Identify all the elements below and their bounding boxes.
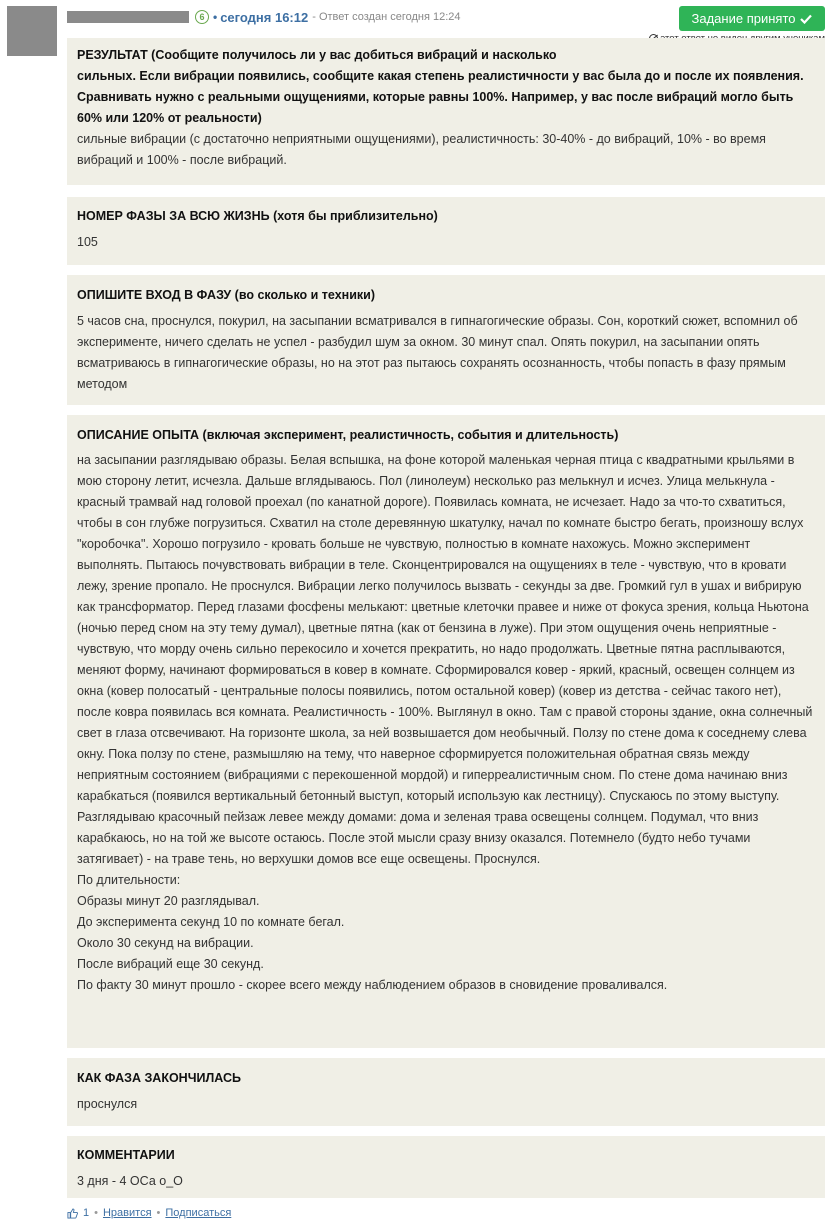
block-title: ОПИСАНИЕ ОПЫТА (включая эксперимент, реалистичность, события и длительность) [77,428,619,442]
answer-block-experience [67,415,825,1048]
answer-block-phase-entry [67,275,825,405]
answer-block-phase-count [67,197,825,265]
like-count: 1 [83,1207,90,1219]
block-body: сильные вибрации (с достаточно неприятными ощущениями), реалистичность: 30-40% - до вибраций, 10% - во время вибраций и 100% - после вибраций. [77,132,766,167]
thumbs-up-icon[interactable] [67,1208,78,1219]
post-footer [67,1207,231,1219]
block-title: НОМЕР ФАЗЫ ЗА ВСЮ ЖИЗНЬ (хотя бы приблизительно) [77,209,438,223]
block-title [77,45,804,129]
like-link[interactable]: Нравится [102,1207,152,1219]
block-body: на засыпании разглядываю образы. Белая вспышка, на фоне которой маленькая черная птица с квадратными крыльями в мою сторону летит, исчезла. Дальше вглядываюсь. Пол (линолеум) несколько раз мелькнул и исчез. Улица мелькнула - красный трамвай над головой проехал (по канатной дороге). Появилась комната, не исчезает. Надо за что-то схватиться, чтобы в сон глубже погрузиться. Схватил на столе деревянную шкатулку, начал по комнате быстро бегать, произношу вслух "коробочка". Хорошо погрузило - кровать больше не чувствую, полностью в комнате нахожусь. Можно эксперимент выполнять. Пытаюсь почувствовать вибрации в теле. Сконцентрировался на ощущениях в теле - чувствую, что в кровати лежу, зрение пропало. Не проснулся. Вибрации легко получилось вызвать - секунды за две. Громкий гул в ушах и вибрирую как трансформатор. Перед глазами фосфены мелькают: цветные клеточки правее и ниже от фокуса зрения, кольца Ньютона (ночью перед сном на эту тему думал), цветные пятна (как от бензина в луже). При этом ощущения очень неприятные - чувствую, что морду очень сильно перекосило и хочется прекратить, но надо продолжать. Цветные пятна расплываются, меняют форму, начинают формироваться в ковер в комнате. Сформировался ковер - яркий, красный, освещен солнцем из окна (ковер полосатый - центральные полосы появились, потом остальной ковер) (ковер из детства - сейчас такого нет), после ковра появилась вся комната. Реалистичность - 100%. Выглянул в окно. Там с правой стороны здание, окна солнечный свет в глаза отсвечивают. На горизонте школа, за ней возвышается дом необычный. Ползу по стене дома к соседнему слева окну. Пока ползу по стене, размышляю на тему, что наверное сформируется положительная обратная связь между неприятным состоянием (вибрациями с перекошенной мордой) и гиперреалистичным сном. По стене дома начинаю вниз карабкаться (появился вертикальный бетонный выступ, который использую как лестницу). Спускаюсь по этому выступу. Разглядываю красочный пейзаж левее между домами: дома и зеленая трава освещены солнцем. Подумал, что вниз карабкаюсь, но на той же высоте остаюсь. После этой мысли сразу внизу оказался. Потемнело (будто небо тучами затягивает) - на траве тень, но верхушки домов все еще освещены. Проснулся. По длительности: Образы минут 20 разглядывал. До эксперимента секунд 10 по комнате бегал. Около 30 секунд на вибрации. После вибраций еще 30 секунд. По факту 30 минут прошло - скорее всего между наблюдением образов в сновидение проваливался. [77,453,813,992]
block-title: ОПИШИТЕ ВХОД В ФАЗУ (во сколько и техники) [77,288,376,302]
block-body: 105 [77,235,98,249]
username-redacted[interactable] [67,11,189,23]
created-note: - Ответ создан сегодня 12:24 [312,11,461,23]
block-title-line-2: сильных. Если вибрации появились, сообщите какая степень реалистичности у вас была до и после их появления. Сравнивать нужно с реальными ощущениями, которые равны 100%. Например, у вас после вибраций могло быть 60% или 120% от реальности) [77,69,804,125]
subscribe-link[interactable]: Подписаться [165,1207,232,1219]
separator-dot: • [94,1207,98,1219]
answer-block-phase-end [67,1058,825,1126]
block-title: КОММЕНТАРИИ [77,1148,175,1162]
avatar[interactable] [7,6,57,56]
answer-block-comments [67,1136,825,1198]
block-title: КАК ФАЗА ЗАКОНЧИЛАСЬ [77,1071,241,1085]
answer-block-result [67,38,825,185]
block-body: 5 часов сна, проснулся, покурил, на засыпании всматривался в гипнагогические образы. Сон, короткий сюжет, вспомнил об эксперименте, ничего сделать не успел - разбудил шум за окном. 30 минут спал. Опять покурил, на засыпании опять всматриваюсь в гипнагогические образы, но на этот раз пытаюсь сохранять осознанность, чтобы попасть в фазу прямым методом [77,314,798,391]
task-accepted-button[interactable] [679,6,825,31]
post-header [67,8,461,26]
block-body: проснулся [77,1097,138,1111]
checkmark-icon [800,14,812,24]
separator-dot: • [213,10,218,24]
accept-label: Задание принято [691,11,796,26]
level-badge: 6 [195,10,209,24]
block-title-line-1: РЕЗУЛЬТАТ (Сообщите получилось ли у вас добиться вибраций и насколько [77,48,557,62]
separator-dot: • [156,1207,161,1219]
post-time[interactable]: сегодня 16:12 [220,9,309,25]
block-body: 3 дня - 4 ОСа о_О [77,1174,183,1188]
